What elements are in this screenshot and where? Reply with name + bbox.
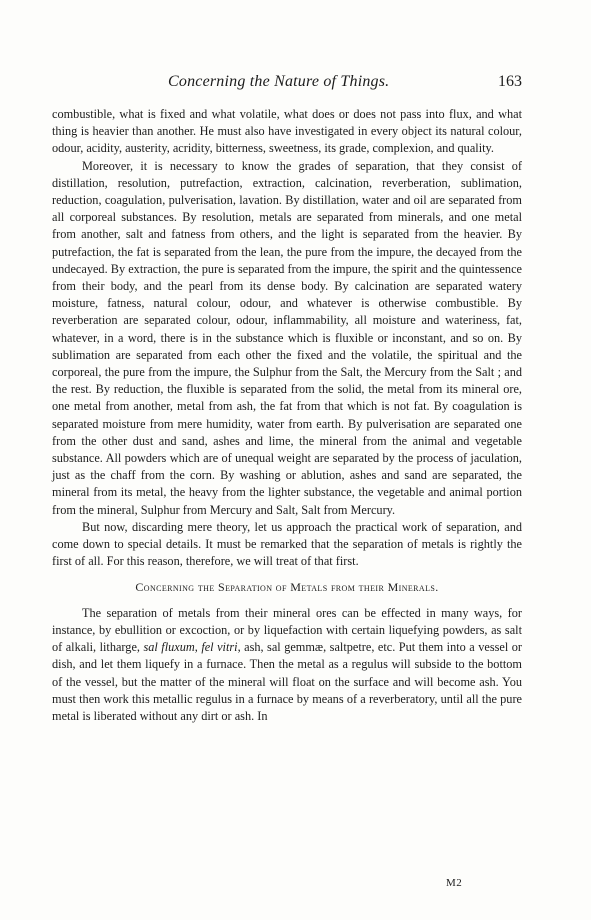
paragraph-practical-work: But now, discarding mere theory, let us approach the practical work of separation, and come down to special details. It must be remarked that the separation of metals is rightly the first of all. For this reason, therefore, we will treat of that first. <box>52 519 522 569</box>
page-body <box>52 106 522 725</box>
section-heading: Concerning the Separation of Metals from their Minerals. <box>135 580 439 595</box>
paragraph-text-end: , ash, sal gemmæ, saltpetre, etc. Put them into a vessel or dish, and let them liquefy in a furnace. Then the metal as a regulus will subside to the bottom of the vessel, but the matter of the mineral will float on the surface and will become ash. You must then work this metallic regulus in a furnace by means of a reverberatory, until all the pure metal is liberated without any dirt or ash. In <box>52 640 522 723</box>
page-number: 163 <box>498 73 522 90</box>
paragraph-grades-of-separation: Moreover, it is necessary to know the grades of separation, that they consist of distillation, resolution, putrefaction, extraction, calcination, reverberation, sublimation, reduction, coagulation, pulverisation, lavation. By distillation, water and oil are separated from all corporeal substances. By resolution, metals are separated from minerals, and one metal from another, salt and fatness from others, and the light is separated from the heavier. By putrefaction, the fat is separated from the lean, the pure from the impure, the decayed from the undecayed. By extraction, the pure is separated from the impure, the spirit and the quintessence from their body, and the pearl from its dense body. By calcination are separated watery moisture, fatness, natural colour, odour, and whatever is otherwise combustible. By reverberation are separated colour, odour, inflammability, all moisture and wateriness, fat, whatever, in a word, there is in the substance which is fluxible or inconstant, and so on. By sublimation are separated from each other the fixed and the volatile, the spiritual and the corporeal, the pure from the impure, the Sulphur from the Salt, the Mercury from the Salt ; and the rest. By reduction, the fluxible is separated from the solid, the metal from its mineral ore, one metal from another, metal from ash, the fat from that which is not fat. By coagulation is separated moisture from mere humidity, water from earth. By pulverisation are separated one from the other dust and sand, ashes and lime, the mineral from the animal and vegetable substance. All powders which are of unequal weight are separated by the process of jaculation, just as the chaff from the corn. By washing or ablution, ashes and sand are separated, the mineral from its metal, the heavy from the lighter substance, the vegetable and animal portion from the mineral, Sulphur from Mercury and Salt, Salt from Mercury. <box>52 158 522 517</box>
running-title: Concerning the Nature of Things. <box>168 73 390 90</box>
paragraph-separation-of-metals: The separation of metals from their mineral ores can be effected in many ways, for instance, by ebullition or excoction, or by liquefaction with certain liquefying powders, as salt of alkali, litharge, sal fluxum, fel vitri, ash, sal gemmæ, saltpetre, etc. Put them into a vessel or dish, and let them liquefy in a furnace. Then the metal as a regulus will subside to the bottom of the vessel, but the matter of the mineral will float on the surface and will become ash. You must then work this metallic regulus in a furnace by means of a reverberatory, until all the pure metal is liberated without any dirt or ash. In <box>52 605 522 723</box>
signature-mark: M2 <box>446 877 463 889</box>
paragraph-text-start: The separation of metals from their mineral ores can be effected in many ways, for instance, by ebullition or excoction, or by liquefaction with certain liquefying powders, as salt of alkali, litharge, <box>52 605 522 655</box>
page-header <box>52 73 522 93</box>
paragraph-continuation: combustible, what is fixed and what volatile, what does or does not pass into flux, and what thing is heavier than another. He must also have investigated in every object its natural colour, odour, acidity, austerity, acridity, bitterness, sweetness, its grade, complexion, and quality. <box>52 107 522 156</box>
italic-term-fel-vitri: fel vitri <box>201 640 238 655</box>
italic-term-sal-fluxum: sal fluxum <box>143 640 195 655</box>
